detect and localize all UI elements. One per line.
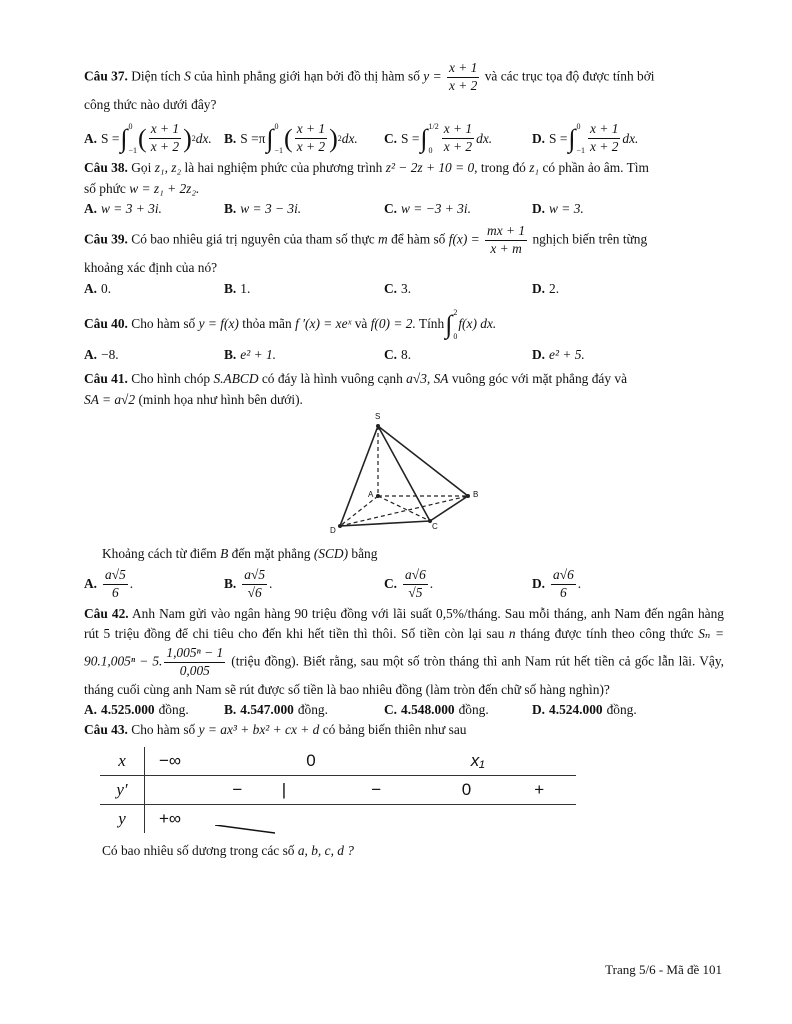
question-43: Câu 43. Cho hàm số y = ax³ + bx² + cx + d có bảng biến thiên như sau [84,722,467,738]
question-39: Câu 39. Có bao nhiêu giá trị nguyên của tham số thực m để hàm số f(x) = $\frac{mx + 1}{x + m}$ nghịch biến trên từng khoảng xác định của nó? [84,223,648,275]
question-43-prompt: Có bao nhiêu số dương trong các số a, b, c, d ? [102,843,355,859]
question-38: Câu 38. Gọi z₁, z₂ là hai nghiệm phức của phương trình z² − 2z + 10 = 0, trong đó z₁ có phần ảo âm. Tìm số phức w = z₁ + 2z₂. [84,159,649,196]
answer-options [84,567,724,602]
option-b[interactable]: B. S = π ∫ 0 −1 ( $\frac{x + 1}{x + 2}$ ) 2 dx. [224,121,358,155]
option-c[interactable]: C. 3. [384,280,412,296]
option-c[interactable]: C. S = ∫ 1/2 0 $\frac{x + 1}{x + 2}$ dx. [384,121,493,155]
answer-options [84,702,724,718]
answer-options [84,347,724,363]
decreasing-arrow [215,825,275,839]
question-37: Câu 37. Diện tích S của hình phẳng giới hạn bởi đồ thị hàm số y = $\frac{x + 1}{x + 2}$ và các trục tọa độ được tính bởi công thức nào dưới đây? [84,60,655,112]
integral-sign: ∫ [445,309,453,339]
option-a[interactable]: A. S = ∫ 0 −1 ( $\frac{x + 1}{x + 2}$ ) 2 dx. [84,121,212,155]
question-42: Câu 42. Anh Nam gửi vào ngân hàng 90 triệu đồng với lãi suất 0,5%/tháng. Sau mỗi tháng, anh Nam đến ngân hàng rút 5 triệu đồng để chi tiêu cho đến khi hết tiền thì thôi. Số tiền còn lại sau n tháng được tính theo công thức Sₙ = 90.1,005ⁿ − 5. $\frac{\text{1,005ⁿ − 1}}{0,005}$ (triệu đồng). Biết rằng, sau một số tròn tháng thì anh Nam rút hết tiền cả gốc lẫn lãi. Vậy, tháng cuối cùng anh Nam sẽ rút được số tiền là bao nhiêu đồng (làm tròn đến chữ số hàng nghìn)? [84,605,725,697]
question-41: Câu 41. Cho hình chóp S.ABCD có đáy là hình vuông cạnh a√3, SA vuông góc với mặt phẳng đáy và SA = a√2 (minh họa như hình bên dưới). [84,370,628,407]
question-label: Câu 37. [84,68,128,84]
option-d[interactable]: D. 4.524.000 đồng. [532,702,637,718]
option-c[interactable]: C. 4.548.000 đồng. [384,702,489,718]
diag-AC [378,496,430,521]
integral-sign: ∫ [120,123,128,153]
option-b[interactable]: B. e² + 1. [224,346,277,362]
option-a[interactable]: A. −8. [84,346,119,362]
pyramid-diagram [316,418,496,538]
option-a[interactable]: A. $\frac{a√5}{6}$ . [84,567,134,600]
option-a[interactable]: A. 0. [84,280,112,296]
option-d[interactable]: D. 2. [532,280,560,296]
question-41-prompt: Khoảng cách từ điểm B đến mặt phẳng (SCD) bằng [102,546,378,562]
answer-options [84,201,724,217]
answer-options [84,281,724,297]
vertex-label-a: A [368,490,374,500]
table-row-y: y +∞ [100,805,576,834]
edge-SB [378,426,468,496]
option-a[interactable]: A. 4.525.000 đồng. [84,702,189,718]
answer-options [84,121,724,156]
vertex-label-s: S [375,412,381,422]
page-footer: Trang 5/6 - Mã đề 101 [605,962,722,977]
vertex-label-b: B [473,490,479,500]
option-d[interactable]: D. $\frac{a√6}{6}$ . [532,567,582,600]
option-d[interactable]: D. e² + 5. [532,346,585,362]
integral-sign: ∫ [266,123,274,153]
option-d[interactable]: D. w = 3. [532,201,584,217]
option-c[interactable]: C. w = −3 + 3i. [384,201,471,217]
function-fraction: $\frac{x + 1}{x + 2}$ [448,60,478,93]
option-a[interactable]: A. w = 3 + 3i. [84,201,162,217]
option-c[interactable]: C. 8. [384,346,412,362]
vertex-label-c: C [432,522,438,532]
question-40: Câu 40. Cho hàm số y = f(x) thỏa mãn f ′(x) = xeˣ và f(0) = 2. Tính∫ 2 0 f(x) dx. [84,307,497,341]
vertex-label-d: D [330,526,336,536]
option-b[interactable]: B. w = 3 − 3i. [224,201,302,217]
pyramid-figure [316,412,496,538]
variation-table [100,747,576,833]
integral-sign: ∫ [568,123,576,153]
edge-CB [430,496,468,521]
integral-sign: ∫ [420,123,428,153]
exam-page [84,60,724,862]
option-b[interactable]: B. 1. [224,280,251,296]
option-b[interactable]: B. $\frac{a√5}{√6}$ . [224,567,273,600]
edge-DC [340,521,430,526]
option-d[interactable]: D. S = ∫ 0 −1 $\frac{x + 1}{x + 2}$ dx. [532,121,639,155]
option-b[interactable]: B. 4.547.000 đồng. [224,702,328,718]
table-row-x: x −∞ 0 x₁ [100,747,576,776]
table-row-y-prime: y′ − | − 0 + [100,776,576,805]
option-c[interactable]: C. $\frac{a√6}{√5}$ . [384,567,434,600]
